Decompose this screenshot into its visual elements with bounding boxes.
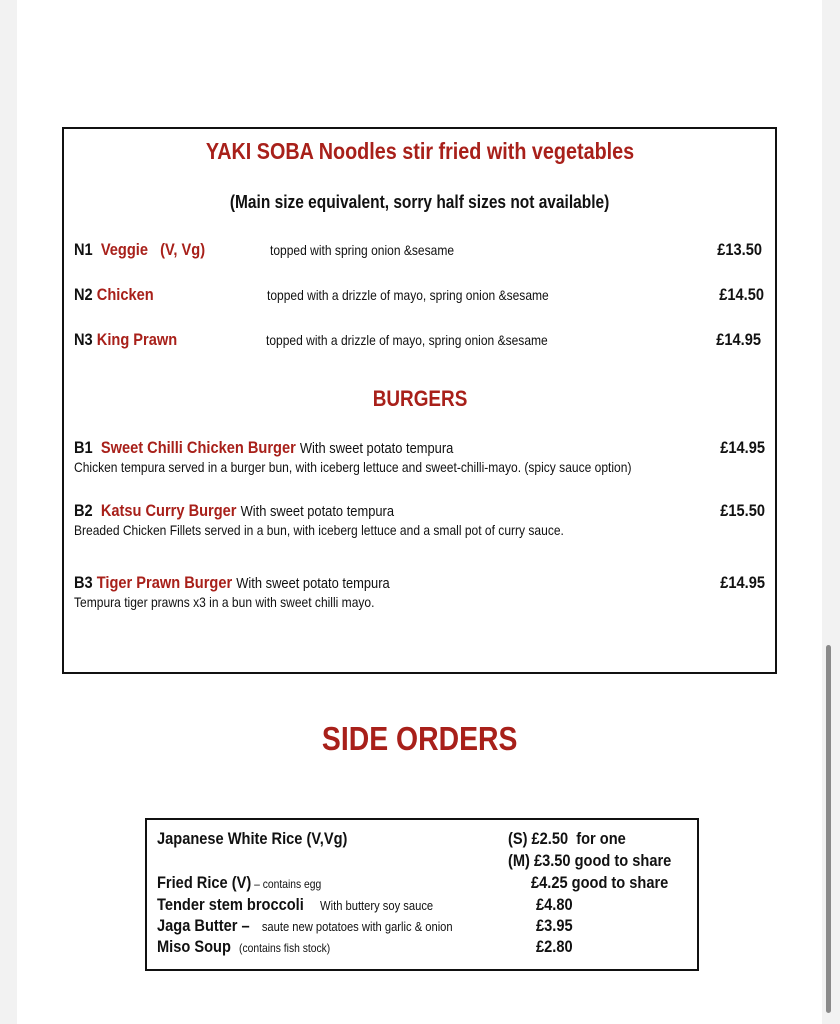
item-description: Chicken tempura served in a burger bun, with iceberg lettuce and sweet-chilli-mayo. (spicy sauce option)	[74, 459, 632, 475]
side-price: (S) £2.50 for one	[508, 829, 626, 848]
noodles-title: YAKI SOBA Noodles stir fried with vegetables	[205, 138, 635, 164]
item-price: £14.95	[720, 438, 765, 457]
item-description: topped with spring onion &sesame	[270, 242, 455, 258]
menu-item-b2: B2 Katsu Curry Burger With sweet potato tempura	[74, 501, 395, 520]
item-description: topped with a drizzle of mayo, spring onion &sesame	[266, 332, 548, 348]
menu-item-n1: N1 Veggie (V, Vg)	[74, 240, 206, 259]
side-price: £2.80	[536, 937, 573, 956]
menu-item-n3: N3 King Prawn	[74, 330, 178, 349]
side-price: (M) £3.50 good to share	[508, 851, 672, 870]
side-price: £4.25 good to share	[531, 873, 669, 892]
item-description: topped with a drizzle of mayo, spring onion &sesame	[267, 287, 549, 303]
scrollbar[interactable]	[826, 645, 831, 1013]
item-description: Tempura tiger prawns x3 in a bun with sweet chilli mayo.	[74, 594, 375, 610]
side-item: Tender stem broccoli With buttery soy sauce	[157, 895, 434, 914]
item-price: £15.50	[720, 501, 765, 520]
side-item: Japanese White Rice (V,Vg)	[157, 829, 348, 848]
noodles-subtitle: (Main size equivalent, sorry half sizes not available)	[230, 192, 610, 212]
item-price: £14.50	[719, 285, 764, 304]
side-orders-title: SIDE ORDERS	[322, 720, 518, 757]
item-price: £13.50	[717, 240, 762, 259]
side-item: Jaga Butter – saute new potatoes with garlic & onion	[157, 916, 453, 935]
item-price: £14.95	[716, 330, 761, 349]
menu-item-b1: B1 Sweet Chilli Chicken Burger With sweet potato tempura	[74, 438, 454, 457]
side-item: Fried Rice (V) – contains egg	[157, 873, 322, 892]
side-price: £4.80	[536, 895, 573, 914]
item-price: £14.95	[720, 573, 765, 592]
menu-item-b3: B3 Tiger Prawn Burger With sweet potato tempura	[74, 573, 390, 592]
side-item: Miso Soup (contains fish stock)	[157, 937, 331, 956]
menu-item-n2: N2 Chicken	[74, 285, 154, 304]
side-price: £3.95	[536, 916, 573, 935]
item-description: Breaded Chicken Fillets served in a bun, with iceberg lettuce and a small pot of curry sauce.	[74, 522, 564, 538]
burgers-title: BURGERS	[372, 386, 468, 411]
